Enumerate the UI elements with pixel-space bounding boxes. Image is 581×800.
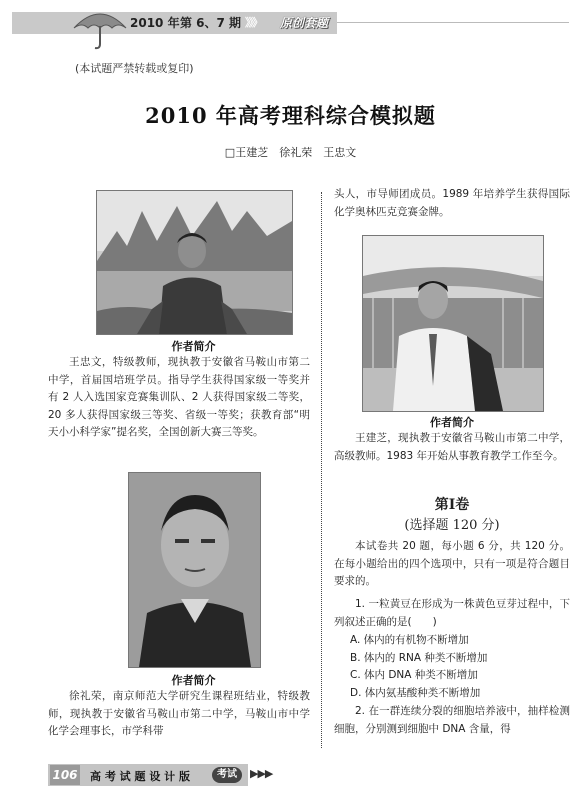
author-caption: 作者简介 — [430, 416, 474, 429]
question-2 — [334, 703, 570, 738]
header-issue: 第 6、7 期 — [180, 16, 242, 30]
author-bio-wang-zhongwen: 王忠文，特级教师，现执教于安徽省马鞍山市第二中学，首届国培班学员。指导学生获得国家级一等奖并有 2 人入选国家竞赛集训队、2 人获得国家级二等奖，20 多人获得国家级三等奖、省级一等奖；获教育部“明天小小科学家”提名奖，全国创新大赛三等奖。 — [48, 356, 310, 438]
question-1-options — [334, 632, 570, 702]
option-b: B. 体内的 RNA 种类不断增加 — [350, 651, 488, 664]
author-caption: 作者简介 — [171, 674, 216, 687]
header-rule — [337, 22, 569, 23]
copyright-notice: (本试题严禁转载或复印) — [75, 62, 194, 75]
author-photo-wang-zhongwen — [96, 190, 293, 335]
column-divider — [321, 192, 322, 748]
author-caption: 作者简介 — [171, 340, 216, 353]
author-photo-wang-jianzhi — [362, 235, 544, 412]
page-title: 2010 年高考理科综合模拟题 — [145, 103, 436, 128]
author-bio-continued: 头人，市导师团成员。1989 年培养学生获得国际化学奥林匹克竞赛金牌。 — [334, 188, 570, 218]
header-section-label: 原创套题 — [280, 16, 329, 30]
question-1 — [334, 596, 570, 631]
author-bio-xu-lirong: 徐礼荣，南京师范大学研究生课程班结业，特级教师，现执教于安徽省马鞍山市第二中学，马鞍山市中学化学会理事长，市学科带 — [48, 690, 310, 737]
footer-badge: 考试 — [212, 767, 242, 783]
header-year: 2010 年 — [130, 16, 180, 30]
author-bio-wang-jianzhi: 王建芝，现执教于安徽省马鞍山市第二中学，高级教师。1983 年开始从事教育教学工作至今。 — [334, 432, 570, 462]
section-intro: 本试卷共 20 题，每小题 6 分，共 120 分。在每小题给出的四个选项中，只有一项是符合题目要求的。 — [334, 540, 570, 587]
byline: □王建芝 徐礼荣 王忠文 — [224, 146, 357, 159]
page-number: 106 — [50, 765, 80, 785]
footer-publication: 高 考 试 题 设 计 版 — [90, 770, 190, 783]
section-title: 第Ⅰ卷 — [434, 497, 470, 513]
option-c: C. 体内 DNA 种类不断增加 — [350, 669, 478, 681]
option-d: D. 体内氨基酸种类不断增加 — [350, 686, 481, 699]
option-a: A. 体内的有机物不断增加 — [350, 634, 469, 646]
section-subtitle: (选择题 120 分) — [404, 518, 500, 533]
footer-arrow-icons: ▶▶▶ — [250, 767, 273, 780]
umbrella-icon — [70, 6, 130, 50]
author-photo-xu-lirong — [128, 472, 261, 668]
question-stem: 1. 一粒黄豆在形成为一株黄色豆芽过程中，下列叙述正确的是( ) — [334, 598, 570, 628]
header-chevrons: 》》》 — [245, 16, 261, 29]
question-stem: 2. 在一群连续分裂的细胞培养液中，抽样检测细胞，分别测到细胞中 DNA 含量，得 — [334, 705, 570, 735]
